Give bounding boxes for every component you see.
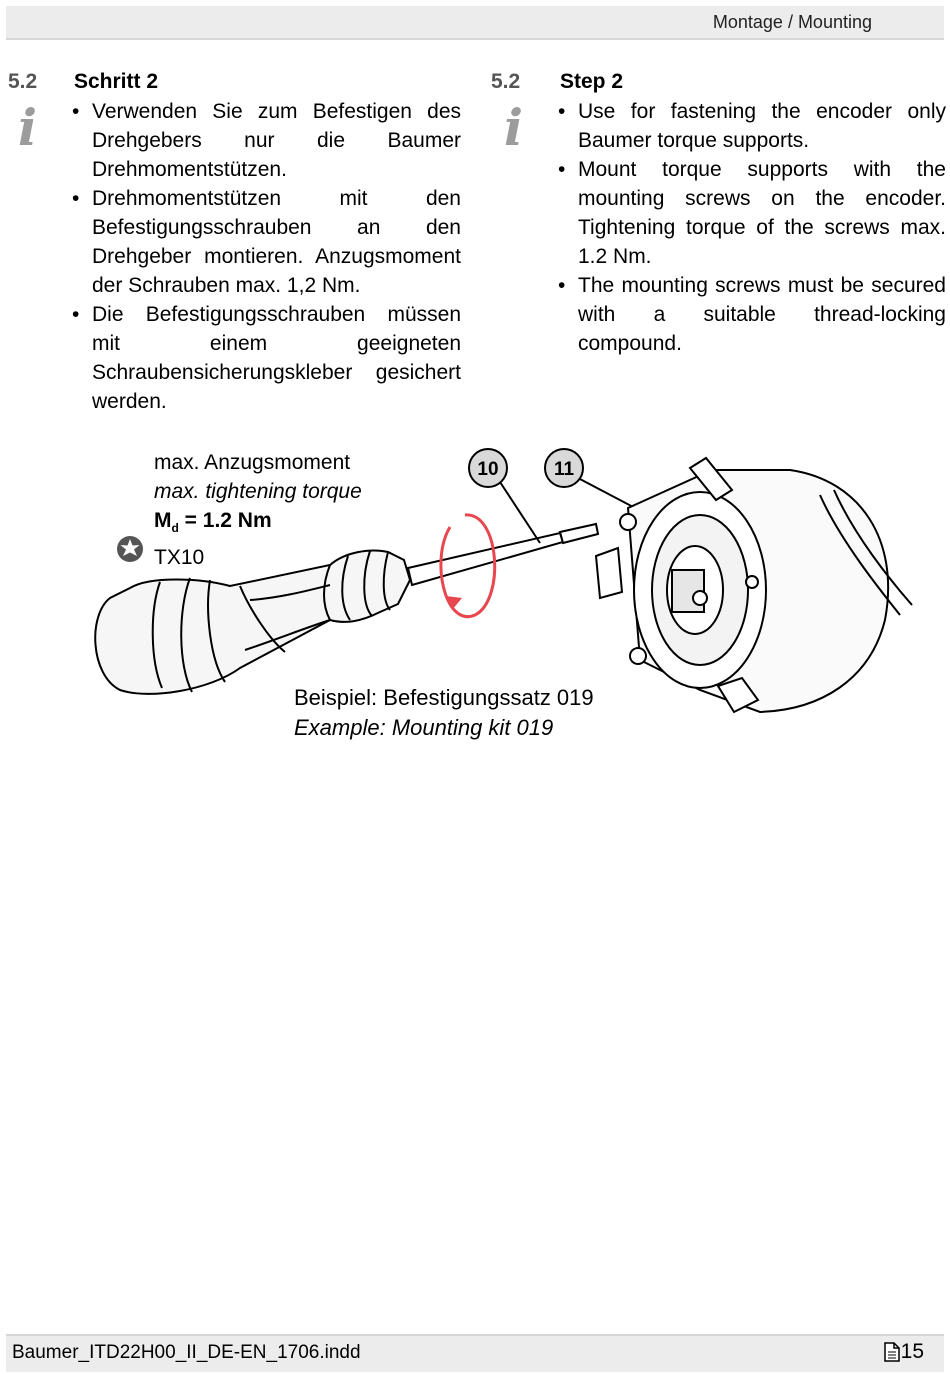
section-title-en: Step 2: [560, 70, 624, 93]
page-header-title: Montage / Mounting: [712, 12, 872, 32]
caption-de: Beispiel: Befestigungssatz 019: [294, 685, 594, 710]
bullet-item: • Die Befestigungsschrauben müssen mit einem geeigneten Schraubensicherungskleber gesichert werden.: [72, 300, 461, 416]
section-number-de: 5.2: [8, 70, 38, 93]
screw: [630, 648, 646, 664]
bullet-item: • The mounting screws must be secured with a suitable thread-locking compound.: [558, 271, 946, 358]
footer-filename: Baumer_ITD22H00_II_DE-EN_1706.indd: [12, 1342, 361, 1363]
screw: [620, 514, 636, 530]
figure-caption: [294, 683, 594, 743]
torque-info: [154, 448, 362, 572]
torx-icon: [116, 535, 144, 563]
bullet-item: • Use for fastening the encoder only Baumer torque supports.: [558, 97, 946, 155]
torque-value: [154, 506, 362, 543]
screw: [746, 576, 758, 588]
bullet-item: • Mount torque supports with the mounting screws on the encoder. Tightening torque of the screws max. 1.2 Nm.: [558, 155, 946, 271]
torque-label-de: max. Anzugsmoment: [154, 451, 351, 474]
bullet-item: • Drehmomentstützen mit den Befestigungsschrauben an den Drehgeber montieren. Anzugsmoment der Schrauben max. 1,2 Nm.: [72, 184, 461, 300]
document-icon: [884, 1342, 900, 1362]
section-number-en: 5.2: [491, 70, 521, 93]
page-number: 15: [900, 1340, 924, 1363]
torque-label-en: max. tightening torque: [154, 480, 362, 503]
callout-11: 11: [544, 448, 584, 488]
caption-en: Example: Mounting kit 019: [294, 715, 554, 740]
info-icon: i: [504, 98, 523, 157]
info-icon: i: [18, 98, 37, 157]
torque-subscript: d: [171, 521, 179, 536]
torque-amount: = 1.2 Nm: [178, 509, 272, 532]
torque-symbol: M: [154, 509, 172, 532]
section-title-de: Schritt 2: [74, 70, 159, 93]
callout-10: 10: [468, 448, 508, 488]
torx-size: TX10: [154, 546, 205, 570]
bullet-item: • Verwenden Sie zum Befestigen des Drehgebers nur die Baumer Drehmomentstützen.: [72, 97, 461, 184]
